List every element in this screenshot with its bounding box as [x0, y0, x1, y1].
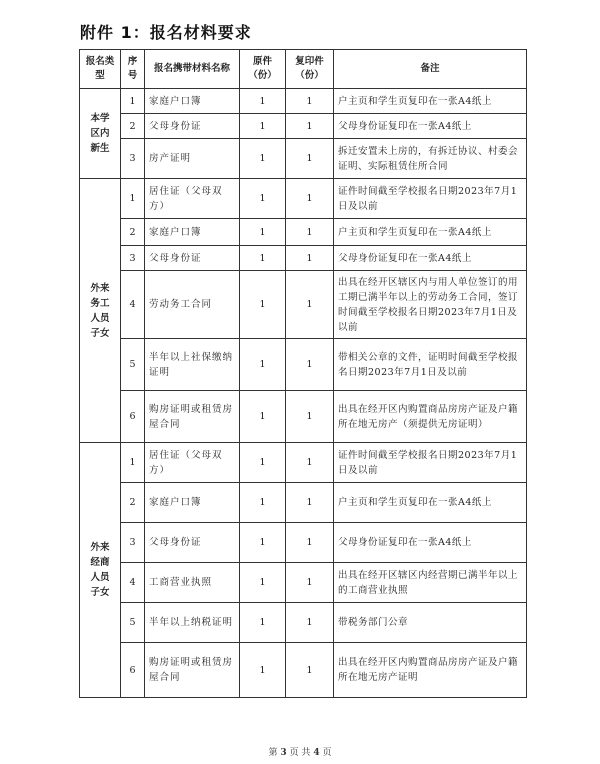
copy-cell: 1	[286, 246, 334, 271]
table-header-row	[80, 50, 527, 89]
original-cell: 1	[240, 339, 286, 391]
seq-cell: 1	[121, 179, 145, 219]
table-row	[80, 483, 527, 523]
original-cell: 1	[240, 603, 286, 643]
note-cell: 父母身份证复印在一张A4纸上	[334, 523, 527, 563]
header-note: 备注	[334, 50, 527, 89]
footer-suffix: 页	[322, 748, 332, 758]
copy-cell: 1	[286, 219, 334, 246]
footer-middle: 页 共	[289, 748, 311, 758]
original-cell: 1	[240, 643, 286, 698]
copy-cell: 1	[286, 339, 334, 391]
table-row	[80, 643, 527, 698]
original-cell: 1	[240, 271, 286, 339]
table-row	[80, 139, 527, 179]
seq-cell: 6	[121, 391, 145, 443]
copy-cell: 1	[286, 603, 334, 643]
copy-cell: 1	[286, 563, 334, 603]
seq-cell: 4	[121, 563, 145, 603]
material-cell: 购房证明或租赁房屋合同	[145, 391, 240, 443]
seq-cell: 2	[121, 483, 145, 523]
copy-cell: 1	[286, 114, 334, 139]
header-copy: 复印件（份）	[286, 50, 334, 89]
seq-cell: 1	[121, 89, 145, 114]
note-cell: 证件时间截至学校报名日期2023年7月1日及以前	[334, 179, 527, 219]
copy-cell: 1	[286, 523, 334, 563]
seq-cell: 2	[121, 114, 145, 139]
original-cell: 1	[240, 179, 286, 219]
table-row	[80, 219, 527, 246]
table-row	[80, 523, 527, 563]
copy-cell: 1	[286, 391, 334, 443]
material-cell: 家庭户口簿	[145, 219, 240, 246]
material-cell: 父母身份证	[145, 246, 240, 271]
note-cell: 户主页和学生页复印在一张A4纸上	[334, 219, 527, 246]
seq-cell: 5	[121, 603, 145, 643]
page-footer	[0, 745, 600, 758]
seq-cell: 3	[121, 523, 145, 563]
material-cell: 房产证明	[145, 139, 240, 179]
note-cell: 出具在经开区辖区内与用人单位签订的用工期已满半年以上的劳动务工合同，签订时间截至学校报名日期2023年7月1日及以前	[334, 271, 527, 339]
original-cell: 1	[240, 139, 286, 179]
seq-cell: 5	[121, 339, 145, 391]
table-row	[80, 563, 527, 603]
original-cell: 1	[240, 114, 286, 139]
note-cell: 出具在经开区辖区内经营期已满半年以上的工商营业执照	[334, 563, 527, 603]
table-row	[80, 179, 527, 219]
seq-cell: 6	[121, 643, 145, 698]
original-cell: 1	[240, 246, 286, 271]
note-cell: 带税务部门公章	[334, 603, 527, 643]
material-cell: 家庭户口簿	[145, 89, 240, 114]
copy-cell: 1	[286, 271, 334, 339]
note-cell: 父母身份证复印在一张A4纸上	[334, 246, 527, 271]
footer-prefix: 第	[268, 748, 278, 758]
table-row	[80, 603, 527, 643]
category-cell: 外来经商人员子女	[80, 443, 121, 698]
material-cell: 家庭户口簿	[145, 483, 240, 523]
original-cell: 1	[240, 391, 286, 443]
header-seq: 序号	[121, 50, 145, 89]
original-cell: 1	[240, 219, 286, 246]
original-cell: 1	[240, 89, 286, 114]
note-cell: 拆迁安置未上房的，有拆迁协议、村委会证明、实际租赁住所合同	[334, 139, 527, 179]
copy-cell: 1	[286, 443, 334, 483]
table-row	[80, 443, 527, 483]
material-cell: 父母身份证	[145, 114, 240, 139]
copy-cell: 1	[286, 139, 334, 179]
material-cell: 劳动务工合同	[145, 271, 240, 339]
category-cell: 本学区内新生	[80, 89, 121, 179]
note-cell: 带相关公章的文件，证明时间截至学校报名日期2023年7月1日及以前	[334, 339, 527, 391]
footer-total-pages: 4	[313, 748, 320, 758]
material-cell: 半年以上社保缴纳证明	[145, 339, 240, 391]
material-cell: 半年以上纳税证明	[145, 603, 240, 643]
table-row	[80, 391, 527, 443]
material-cell: 工商营业执照	[145, 563, 240, 603]
seq-cell: 3	[121, 246, 145, 271]
note-cell: 父母身份证复印在一张A4纸上	[334, 114, 527, 139]
material-cell: 父母身份证	[145, 523, 240, 563]
table-row	[80, 271, 527, 339]
document-title: 附件 1：报名材料要求	[80, 23, 252, 42]
table-row	[80, 89, 527, 114]
original-cell: 1	[240, 523, 286, 563]
seq-cell: 1	[121, 443, 145, 483]
seq-cell: 2	[121, 219, 145, 246]
seq-cell: 3	[121, 139, 145, 179]
note-cell: 户主页和学生页复印在一张A4纸上	[334, 89, 527, 114]
header-material: 报名携带材料名称	[145, 50, 240, 89]
header-original: 原件（份）	[240, 50, 286, 89]
table-row	[80, 246, 527, 271]
copy-cell: 1	[286, 89, 334, 114]
table-row	[80, 339, 527, 391]
copy-cell: 1	[286, 483, 334, 523]
copy-cell: 1	[286, 643, 334, 698]
table-row	[80, 114, 527, 139]
requirements-table	[79, 49, 527, 698]
note-cell: 证件时间截至学校报名日期2023年7月1日及以前	[334, 443, 527, 483]
original-cell: 1	[240, 563, 286, 603]
seq-cell: 4	[121, 271, 145, 339]
material-cell: 购房证明或租赁房屋合同	[145, 643, 240, 698]
header-category: 报名类型	[80, 50, 121, 89]
copy-cell: 1	[286, 179, 334, 219]
note-cell: 户主页和学生页复印在一张A4纸上	[334, 483, 527, 523]
note-cell: 出具在经开区内购置商品房房产证及户籍所在地无房产（须提供无房证明）	[334, 391, 527, 443]
original-cell: 1	[240, 483, 286, 523]
category-cell: 外来务工人员子女	[80, 179, 121, 443]
material-cell: 居住证（父母双方）	[145, 179, 240, 219]
material-cell: 居住证（父母双方）	[145, 443, 240, 483]
note-cell: 出具在经开区内购置商品房房产证及户籍所在地无房产证明	[334, 643, 527, 698]
footer-page-number: 3	[280, 748, 287, 758]
original-cell: 1	[240, 443, 286, 483]
